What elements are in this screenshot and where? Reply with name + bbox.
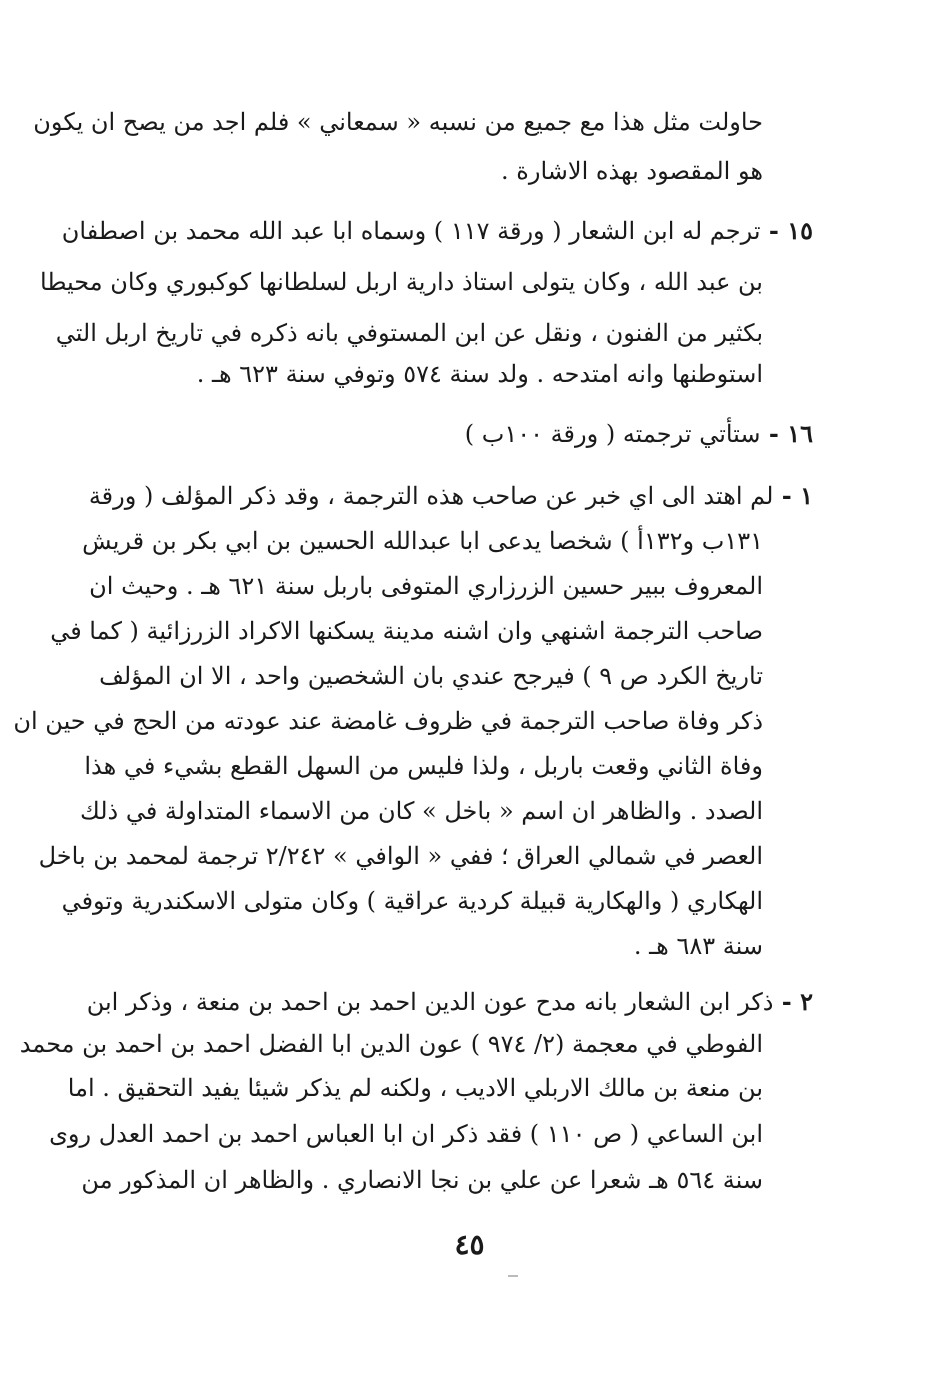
note1-line [61, 881, 763, 921]
note15-number: ١٥ - [760, 216, 813, 245]
note15-line-text: بن عبد الله ، وكان يتولى استاذ دارية اربل لسلطانها كوكبوري وكان محيطا [40, 268, 763, 296]
note2-line-text: الفوطي في معجمة (٢/ ٩٧٤ ) عون الدين ابا الفضل احمد بن احمد بن محمد [19, 1030, 763, 1058]
note15-line [127, 354, 763, 394]
note2-line-text: بن منعة بن مالك الاربلي الاديب ، ولكنه لم يذكر شيئا يفيد التحقيق . اما [67, 1074, 763, 1102]
note16-line-text: ستأتي ترجمته ( ورقة ١٠٠ب ) [464, 420, 761, 448]
note15-line [55, 313, 763, 353]
note15-line-text: بكثير من الفنون ، ونقل عن ابن المستوفي بانه ذكره في تاريخ اربل التي [55, 319, 763, 347]
continuation-line-text: هو المقصود بهذه الاشارة . [501, 157, 763, 185]
note1-line [38, 836, 763, 876]
note1-line-text: ذكر وفاة صاحب الترجمة في ظروف غامضة عند عودته من الحج في حين ان [13, 707, 763, 735]
note2-line [49, 1114, 763, 1154]
note1-line-text: العصر في شمالي العراق ؛ ففي « الوافي » ٢/٢٤٢ ترجمة لمحمد بن باخل [38, 842, 763, 870]
note1-line [79, 791, 763, 831]
note1-line [82, 521, 763, 561]
note15-line [40, 262, 763, 302]
note1-line [13, 701, 763, 741]
note1-number: ١ - [773, 481, 813, 510]
note2-line [86, 982, 813, 1022]
note1-line-text: الصدد . والظاهر ان اسم « باخل » كان من الاسماء المتداولة في ذلك [79, 797, 763, 825]
note2-line-text: ذكر ابن الشعار بانه مدح عون الدين احمد بن احمد بن منعة ، وذكر ابن [86, 988, 774, 1016]
note1-line-text: المعروف ببير حسين الزرزاري المتوفى باربل سنة ٦٢١ هـ . وحيث ان [89, 572, 763, 600]
note1-line-text: الهكاري ( والهكارية قبيلة كردية عراقية ) وكان متولى الاسكندرية وتوفي [61, 887, 763, 915]
scan-speck [508, 1275, 518, 1277]
note1-line [127, 926, 763, 966]
note1-line [84, 746, 763, 786]
note1-line [88, 476, 813, 516]
page-number: ٤٥ [454, 1228, 485, 1261]
note2-line [67, 1068, 763, 1108]
note2-number: ٢ - [773, 987, 813, 1016]
note1-line [99, 656, 763, 696]
note16-line [127, 414, 813, 454]
note15-line-text: استوطنها وانه امتدحه . ولد سنة ٥٧٤ وتوفي سنة ٦٢٣ هـ . [196, 360, 763, 388]
note16-number: ١٦ - [760, 419, 813, 448]
note1-line [89, 566, 763, 606]
note1-line-text: وفاة الثاني وقعت باربل ، ولذا فليس من السهل القطع بشيء في هذا [84, 752, 763, 780]
note1-line-text: تاريخ الكرد ص ٩ ) فيرجح عندي بان الشخصين واحد ، الا ان المؤلف [99, 662, 763, 690]
continuation-line [33, 102, 763, 142]
note2-line-text: ابن الساعي ( ص ١١٠ ) فقد ذكر ان ابا العباس احمد بن احمد العدل روى [49, 1120, 763, 1148]
note2-line [81, 1160, 763, 1200]
note1-line-text: لم اهتد الى اي خبر عن صاحب هذه الترجمة ، وقد ذكر المؤلف ( ورقة [88, 482, 774, 510]
continuation-line-text: حاولت مثل هذا مع جميع من نسبه « سمعاني » فلم اجد من يصح ان يكون [33, 108, 763, 136]
note2-line-text: سنة ٥٦٤ هـ شعرا عن علي بن نجا الانصاري . والظاهر ان المذكور من [81, 1166, 763, 1194]
note1-line-text: ١٣١ب و١٣٢أ ) شخصا يدعى ابا عبدالله الحسين بن ابي بكر بن قريش [82, 527, 763, 555]
continuation-line [127, 151, 763, 191]
note1-line-text: صاحب الترجمة اشنهي وان اشنه مدينة يسكنها الاكراد الزرزائية ( كما في [50, 617, 763, 645]
note1-line [50, 611, 763, 651]
note15-line-text: ترجم له ابن الشعار ( ورقة ١١٧ ) وسماه ابا عبد الله محمد بن اصطفان [61, 217, 761, 245]
note2-line [19, 1024, 763, 1064]
note1-line-text: سنة ٦٨٣ هـ . [633, 932, 763, 960]
note15-line [61, 211, 813, 251]
